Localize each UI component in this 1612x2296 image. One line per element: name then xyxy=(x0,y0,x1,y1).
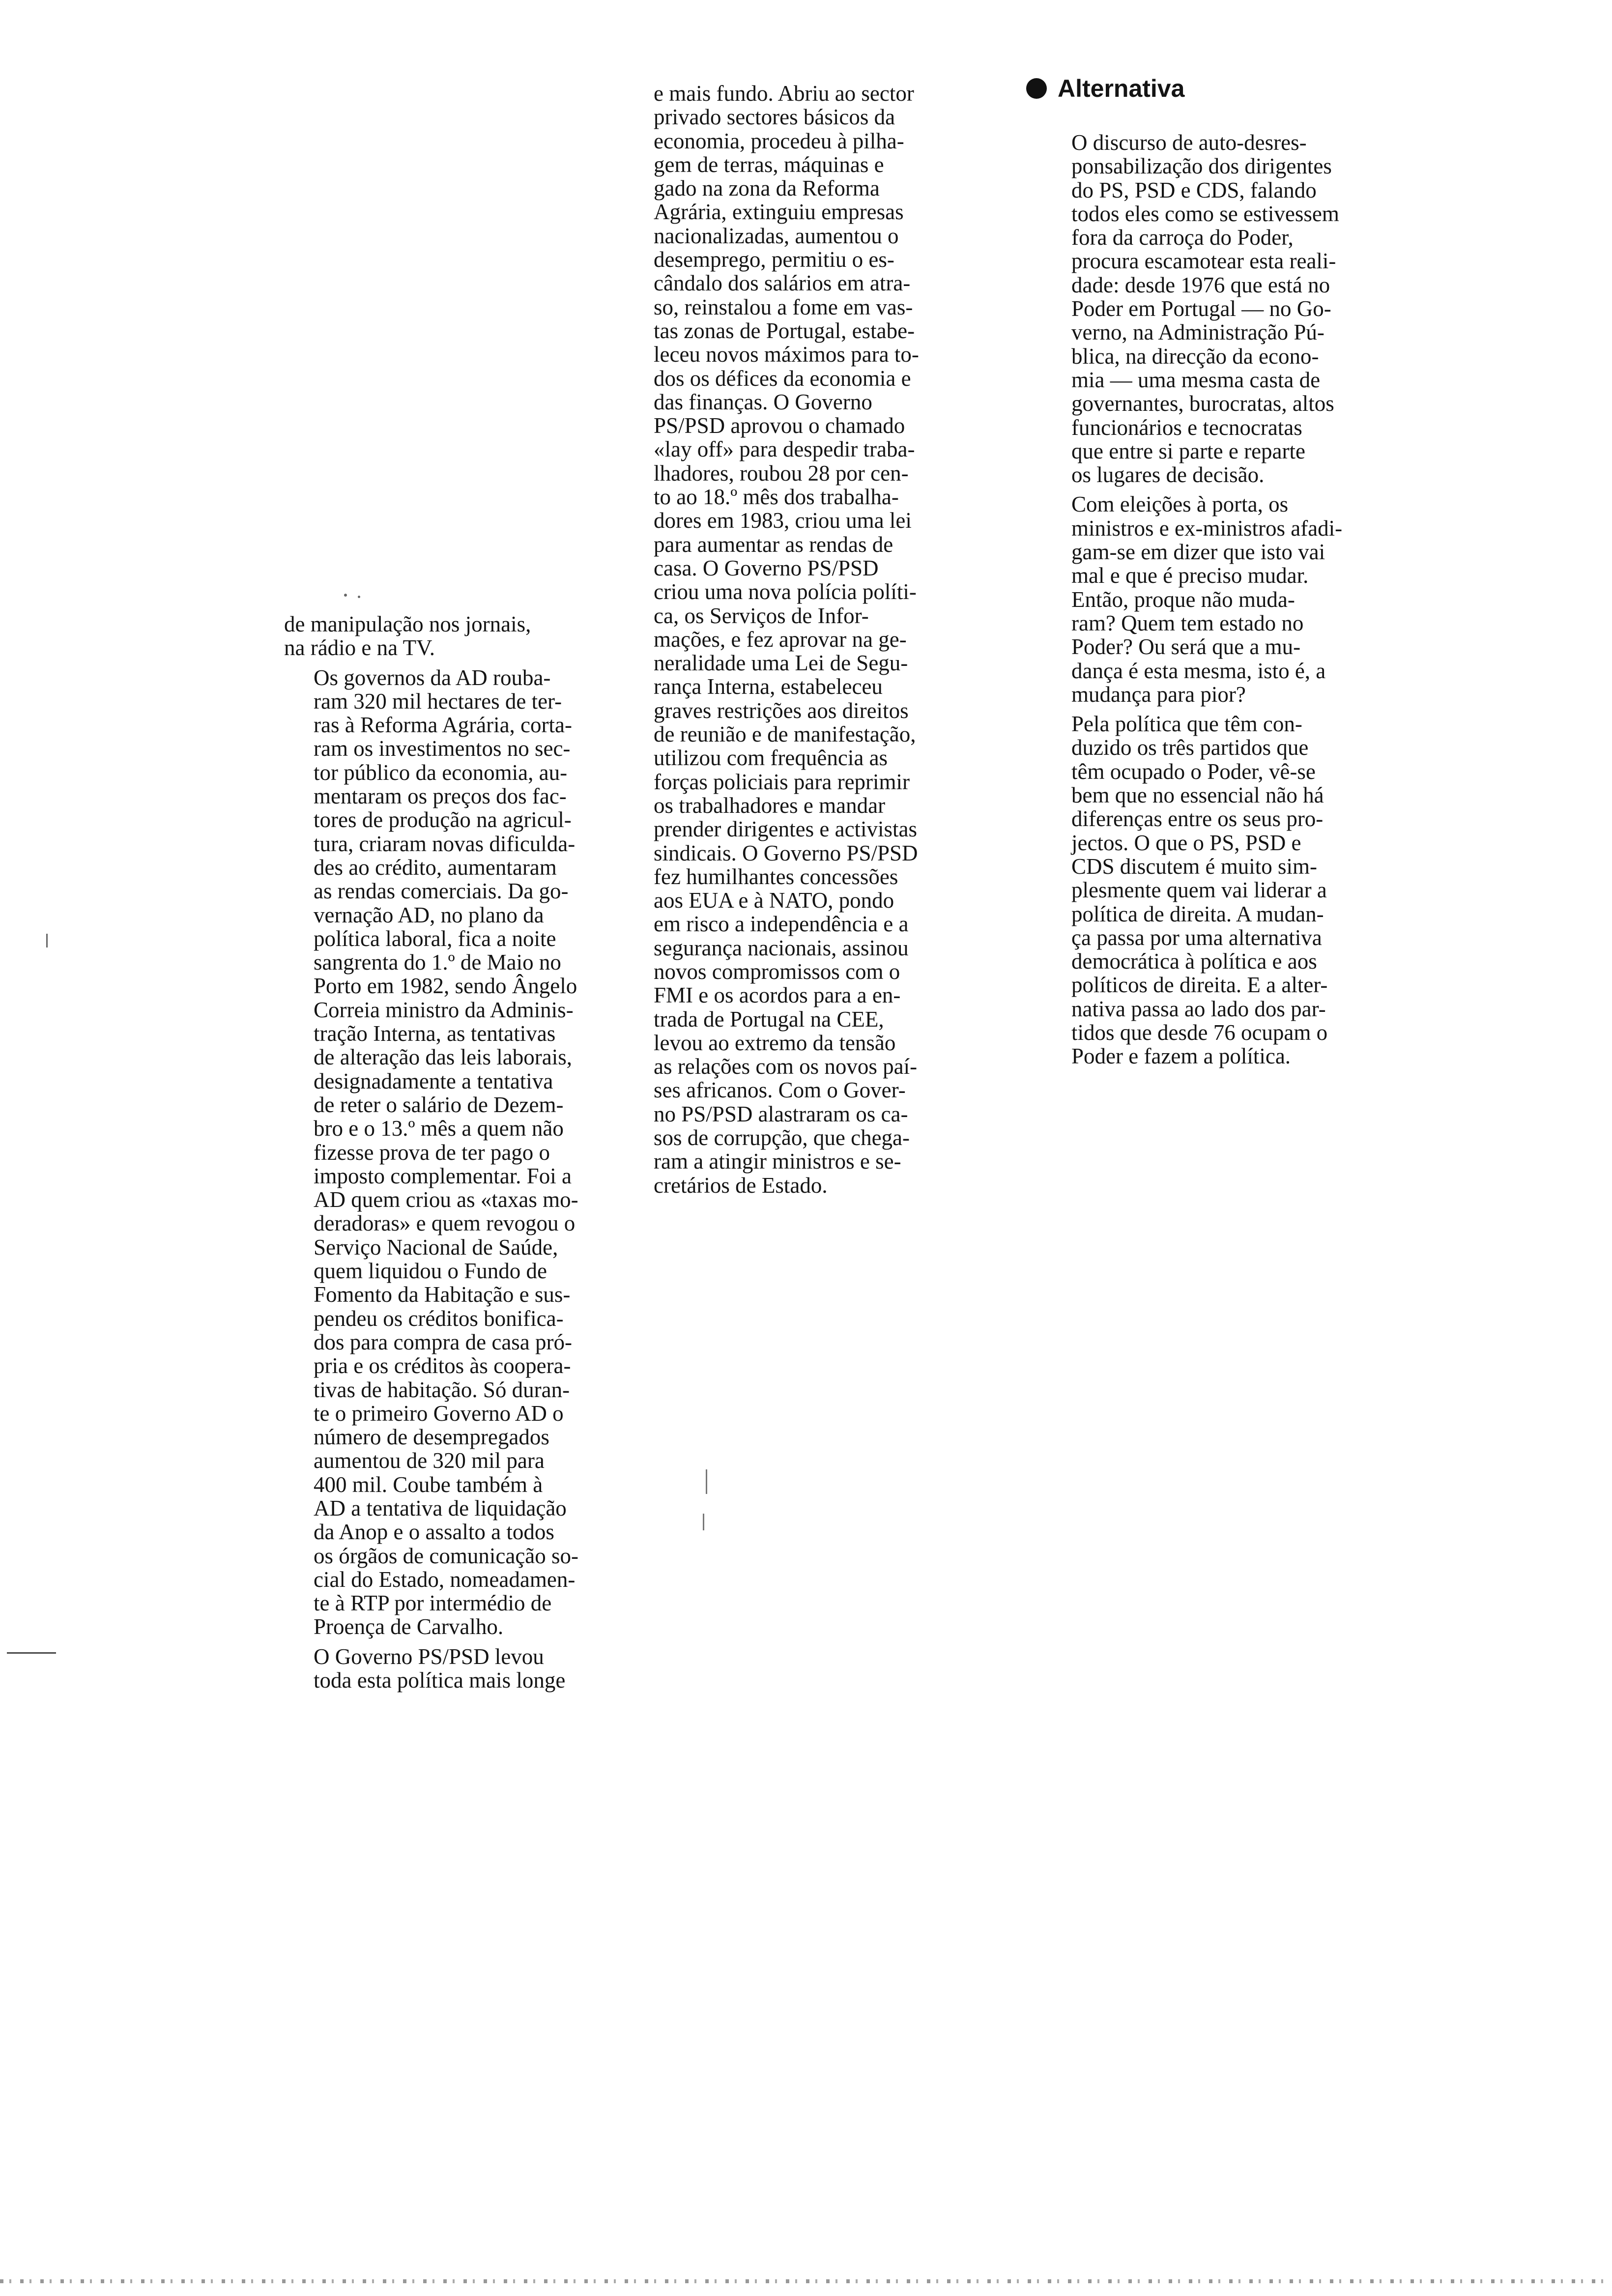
text-line: tidos que desde 76 ocupam o xyxy=(1071,1020,1328,1045)
text-line: 400 mil. Coube também à xyxy=(314,1472,543,1497)
text-line: ca, os Serviços de Infor- xyxy=(654,603,869,628)
text-line: têm ocupado o Poder, vê-se xyxy=(1071,759,1316,784)
text-line: ministros e ex-ministros afadi- xyxy=(1071,516,1343,541)
text-line: PS/PSD aprovou o chamado xyxy=(654,413,905,438)
article-column-right xyxy=(1042,131,1368,1068)
text-line: aumentou de 320 mil para xyxy=(314,1448,545,1473)
text-line: levou ao extremo da tensão xyxy=(654,1030,896,1055)
text-line: de reunião e de manifestação, xyxy=(654,722,916,747)
scan-mark xyxy=(706,1469,707,1494)
text-line: privado sectores básicos da xyxy=(654,105,895,130)
paragraph xyxy=(1042,131,1368,487)
scan-edge-noise xyxy=(0,2279,1612,2283)
paragraph xyxy=(284,1645,633,1693)
scan-mark xyxy=(703,1514,704,1530)
text-line: vernação AD, no plano da xyxy=(314,902,544,927)
text-line: cial do Estado, nomeadamen- xyxy=(314,1567,576,1592)
text-line: dança é esta mesma, isto é, a xyxy=(1071,658,1326,683)
text-line: mal e que é preciso mudar. xyxy=(1071,563,1309,588)
text-line: FMI e os acordos para a en- xyxy=(654,983,901,1008)
paragraph xyxy=(1042,492,1368,706)
text-line: rança Interna, estabeleceu xyxy=(654,674,883,699)
text-line: criou uma nova polícia políti- xyxy=(654,579,917,604)
paragraph xyxy=(1042,712,1368,1068)
text-line: toda esta política mais longe xyxy=(314,1668,566,1693)
text-line: bem que no essencial não há xyxy=(1071,783,1324,808)
text-line: Poder? Ou será que a mu- xyxy=(1071,634,1301,660)
text-line: e mais fundo. Abriu ao sector xyxy=(654,81,914,106)
text-line: dade: desde 1976 que está no xyxy=(1071,272,1330,297)
text-line: ram os investimentos no sec- xyxy=(314,736,571,761)
text-line: todos eles como se estivessem xyxy=(1071,201,1339,226)
text-line: Poder em Portugal — no Go- xyxy=(1071,296,1331,321)
text-line: lhadores, roubou 28 por cen- xyxy=(654,460,909,486)
scan-speck xyxy=(358,596,360,598)
text-line: plesmente quem vai liderar a xyxy=(1071,878,1327,903)
text-line: sangrenta do 1.º de Maio no xyxy=(314,950,561,975)
article-column-left xyxy=(284,612,633,1692)
text-line: trada de Portugal na CEE, xyxy=(654,1006,884,1032)
text-line: gem de terras, máquinas e xyxy=(654,152,884,177)
text-line: democrática à política e aos xyxy=(1071,949,1317,974)
text-line: nacionalizadas, aumentou o xyxy=(654,223,899,248)
text-line: Com eleições à porta, os xyxy=(1071,492,1289,517)
text-line: Correia ministro da Adminis- xyxy=(314,997,574,1022)
text-line: ram? Quem tem estado no xyxy=(1071,610,1304,635)
text-line: dos para compra de casa pró- xyxy=(314,1329,573,1354)
text-line: tas zonas de Portugal, estabe- xyxy=(654,318,915,343)
text-line: fora da carroça do Poder, xyxy=(1071,225,1294,250)
text-line: verno, na Administração Pú- xyxy=(1071,320,1324,345)
text-line: te à RTP por intermédio de xyxy=(314,1591,552,1616)
text-line: política laboral, fica a noite xyxy=(314,926,556,951)
text-line: casa. O Governo PS/PSD xyxy=(654,555,879,580)
text-line: deradoras» e quem revogou o xyxy=(314,1211,576,1236)
text-line: que entre si parte e reparte xyxy=(1071,438,1305,463)
text-line: O Governo PS/PSD levou xyxy=(314,1644,544,1669)
text-line: ponsabilização dos dirigentes xyxy=(1071,154,1332,179)
text-line: os órgãos de comunicação so- xyxy=(314,1543,579,1568)
text-line: Os governos da AD rouba- xyxy=(314,665,551,690)
text-line: mudança para pior? xyxy=(1071,682,1246,707)
text-line: política de direita. A mudan- xyxy=(1071,901,1324,926)
scan-mark xyxy=(7,1652,56,1654)
text-line: Então, proque não muda- xyxy=(1071,587,1295,612)
text-line: para aumentar as rendas de xyxy=(654,532,893,557)
text-line: desemprego, permitiu o es- xyxy=(654,247,894,272)
text-line: aos EUA e à NATO, pondo xyxy=(654,888,894,913)
text-line: te o primeiro Governo AD o xyxy=(314,1401,564,1426)
text-line: das finanças. O Governo xyxy=(654,389,872,414)
text-line: so, reinstalou a fome em vas- xyxy=(654,294,913,319)
text-line: tivas de habitação. Só duran- xyxy=(314,1377,570,1402)
text-line: número de desempregados xyxy=(314,1425,549,1450)
text-line: AD a tentativa de liquidação xyxy=(314,1495,567,1521)
text-line: utilizou com frequência as xyxy=(654,746,888,771)
text-line: O discurso de auto-desres- xyxy=(1071,130,1307,155)
text-line: leceu novos máximos para to- xyxy=(654,342,919,367)
text-line: des ao crédito, aumentaram xyxy=(314,855,557,880)
text-line: mia — uma mesma casta de xyxy=(1071,367,1321,392)
text-line: gam-se em dizer que isto vai xyxy=(1071,540,1325,565)
text-line: sindicais. O Governo PS/PSD xyxy=(654,840,918,865)
text-line: ça passa por uma alternativa xyxy=(1071,925,1322,950)
text-line: tor público da economia, au- xyxy=(314,760,568,785)
text-line: neralidade uma Lei de Segu- xyxy=(654,651,908,676)
text-line: designadamente a tentativa xyxy=(314,1068,553,1093)
text-line: as rendas comerciais. Da go- xyxy=(314,879,569,904)
text-line: Porto em 1982, sendo Ângelo xyxy=(314,974,577,999)
text-line: ram a atingir ministros e se- xyxy=(654,1149,901,1174)
text-line: «lay off» para despedir traba- xyxy=(654,437,915,462)
text-line: de alteração das leis laborais, xyxy=(314,1045,573,1070)
text-line: Fomento da Habitação e sus- xyxy=(314,1282,571,1307)
text-line: tura, criaram novas dificulda- xyxy=(314,831,576,856)
text-line: prender dirigentes e activistas xyxy=(654,817,918,842)
text-line: Serviço Nacional de Saúde, xyxy=(314,1234,558,1260)
article-column-middle xyxy=(654,82,1003,1197)
text-line: fizesse prova de ter pago o xyxy=(314,1140,550,1165)
text-line: as relações com os novos paí- xyxy=(654,1054,918,1079)
text-line: duzido os três partidos que xyxy=(1071,735,1309,760)
paragraph xyxy=(654,82,1003,1197)
text-line: Proença de Carvalho. xyxy=(314,1614,504,1639)
text-line: tração Interna, as tentativas xyxy=(314,1021,556,1046)
text-line: quem liquidou o Fundo de xyxy=(314,1259,547,1284)
text-line: ses africanos. Com o Gover- xyxy=(654,1078,906,1103)
text-line: novos compromissos com o xyxy=(654,959,900,984)
text-line: sos de corrupção, que chega- xyxy=(654,1125,910,1150)
text-line: Agrária, extinguiu empresas xyxy=(654,200,904,225)
text-line: bro e o 13.º mês a quem não xyxy=(314,1116,564,1141)
text-line: de reter o salário de Dezem- xyxy=(314,1092,564,1117)
bullet-icon xyxy=(1026,78,1047,99)
text-line: em risco a independência e a xyxy=(654,912,909,937)
scan-speck xyxy=(344,594,347,597)
text-line: imposto complementar. Foi a xyxy=(314,1163,572,1188)
text-line: diferenças entre os seus pro- xyxy=(1071,806,1324,832)
text-line: ras à Reforma Agrária, corta- xyxy=(314,713,572,738)
text-line: dos os défices da economia e xyxy=(654,366,911,391)
text-line: da Anop e o assalto a todos xyxy=(314,1520,554,1545)
text-line: nativa passa ao lado dos par- xyxy=(1071,996,1326,1021)
text-line: AD quem criou as «taxas mo- xyxy=(314,1187,578,1212)
text-line: os trabalhadores e mandar xyxy=(654,793,886,818)
text-line: funcionários e tecnocratas xyxy=(1071,415,1302,440)
text-line: blica, na direcção da econo- xyxy=(1071,344,1319,369)
scan-mark xyxy=(46,934,48,947)
text-line: Poder e fazem a política. xyxy=(1071,1044,1291,1069)
text-line: CDS discutem é muito sim- xyxy=(1071,854,1317,879)
text-line: jectos. O que o PS, PSD e xyxy=(1071,830,1301,855)
text-line: governantes, burocratas, altos xyxy=(1071,391,1334,416)
text-line: to ao 18.º mês dos trabalha- xyxy=(654,485,899,510)
paragraph xyxy=(284,612,633,660)
text-line: no PS/PSD alastraram os ca- xyxy=(654,1101,908,1126)
text-line: na rádio e na TV. xyxy=(284,635,435,660)
text-line: do PS, PSD e CDS, falando xyxy=(1071,177,1317,202)
text-line: fez humilhantes concessões xyxy=(654,864,898,889)
text-line: cretários de Estado. xyxy=(654,1173,828,1198)
text-line: de manipulação nos jornais, xyxy=(284,612,531,636)
text-line: pendeu os créditos bonifica- xyxy=(314,1306,564,1331)
text-line: economia, procedeu à pilha- xyxy=(654,128,904,153)
paragraph xyxy=(284,666,633,1639)
text-line: mações, e fez aprovar na ge- xyxy=(654,627,907,652)
text-line: Pela política que têm con- xyxy=(1071,712,1302,737)
section-heading-text: Alternativa xyxy=(1058,75,1185,102)
text-line: os lugares de decisão. xyxy=(1071,462,1265,488)
text-line: ram 320 mil hectares de ter- xyxy=(314,689,562,714)
text-line: políticos de direita. E a alter- xyxy=(1071,973,1328,998)
text-line: tores de produção na agricul- xyxy=(314,807,572,832)
text-line: gado na zona da Reforma xyxy=(654,176,880,201)
text-line: mentaram os preços dos fac- xyxy=(314,784,567,809)
text-line: dores em 1983, criou uma lei xyxy=(654,508,912,533)
text-line: forças policiais para reprimir xyxy=(654,769,910,794)
text-line: cândalo dos salários em atra- xyxy=(654,271,911,296)
text-line: pria e os créditos às coopera- xyxy=(314,1353,571,1378)
text-line: segurança nacionais, assinou xyxy=(654,935,909,960)
text-line: graves restrições aos direitos xyxy=(654,698,909,723)
section-heading-alternativa xyxy=(1026,74,1184,103)
text-line: procura escamotear esta reali- xyxy=(1071,249,1336,274)
